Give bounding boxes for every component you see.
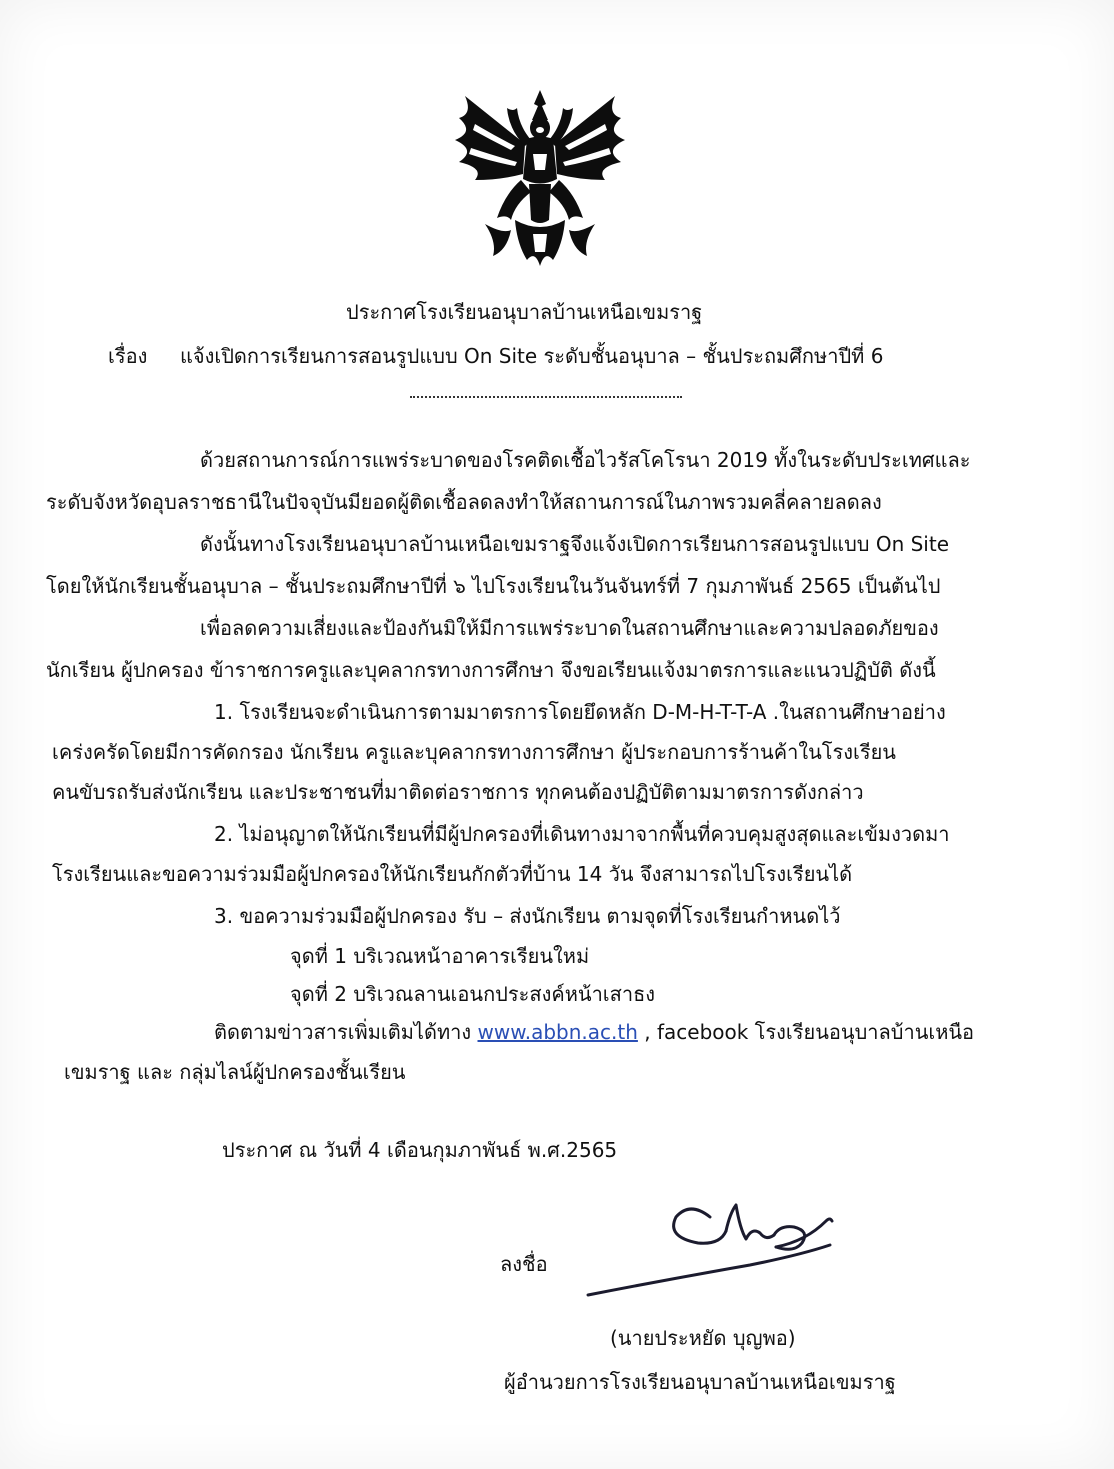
- paragraph-2-line-1: ดังนั้นทางโรงเรียนอนุบาลบ้านเหนือเขมราฐจึงแจ้งเปิดการเรียนการสอนรูปแบบ On Site: [200, 532, 950, 556]
- pickup-point-2: จุดที่ 2 บริเวณลานเอนกประสงค์หน้าเสาธง: [290, 982, 656, 1006]
- paragraph-3-line-1: เพื่อลดความเสี่ยงและป้องกันมิให้มีการแพร่ระบาดในสถานศึกษาและความปลอดภัยของ: [200, 616, 939, 640]
- paragraph-3-line-2: นักเรียน ผู้ปกครอง ข้าราชการครูและบุคลากรทางการศึกษา จึงขอเรียนแจ้งมาตรการและแนวปฏิบัติ ดังนี้: [46, 658, 936, 682]
- item-3-line-1: 3. ขอความร่วมมือผู้ปกครอง รับ – ส่งนักเรียน ตามจุดที่โรงเรียนกำหนดไว้: [214, 904, 841, 928]
- subject-text: แจ้งเปิดการเรียนการสอนรูปแบบ On Site ระดับชั้นอนุบาล – ชั้นประถมศึกษาปีที่ 6: [180, 344, 884, 368]
- signature-label: ลงชื่อ: [500, 1252, 548, 1276]
- paragraph-1-line-2: ระดับจังหวัดอุบลราชธานีในปัจจุบันมียอดผู้ติดเชื้อลดลงทำให้สถานการณ์ในภาพรวมคลี่คลายลดลง: [46, 490, 882, 514]
- follow-news-line-2: เขมราฐ และ กลุ่มไลน์ผู้ปกครองชั้นเรียน: [64, 1060, 406, 1084]
- school-website-link[interactable]: www.abbn.ac.th: [477, 1020, 638, 1044]
- pickup-point-1: จุดที่ 1 บริเวณหน้าอาคารเรียนใหม่: [290, 944, 590, 968]
- signature-icon: [580, 1195, 850, 1305]
- announcement-title: ประกาศโรงเรียนอนุบาลบ้านเหนือเขมราฐ: [346, 300, 703, 324]
- paragraph-1-line-1: ด้วยสถานการณ์การแพร่ระบาดของโรคติดเชื้อไวรัสโคโรนา 2019 ทั้งในระดับประเทศและ: [200, 448, 971, 472]
- signer-title: ผู้อำนวยการโรงเรียนอนุบาลบ้านเหนือเขมราฐ: [504, 1370, 896, 1394]
- item-1-line-2: เคร่งครัดโดยมีการคัดกรอง นักเรียน ครูและบุคลากรทางการศึกษา ผู้ประกอบการร้านค้าในโรงเรียน: [52, 740, 896, 764]
- separator-dotted-line: [410, 394, 682, 398]
- announcement-date: ประกาศ ณ วันที่ 4 เดือนกุมภาพันธ์ พ.ศ.2565: [222, 1138, 618, 1162]
- subject-label: เรื่อง: [108, 344, 148, 368]
- follow-news-line-1: [214, 1018, 974, 1046]
- follow-news-suffix: , facebook โรงเรียนอนุบาลบ้านเหนือ: [637, 1020, 975, 1044]
- item-1-line-1: 1. โรงเรียนจะดำเนินการตามมาตรการโดยยึดหลัก D-M-H-T-T-A .ในสถานศึกษาอย่าง: [214, 700, 946, 724]
- item-2-line-2: โรงเรียนและขอความร่วมมือผู้ปกครองให้นักเรียนกักตัวที่บ้าน 14 วัน จึงสามารถไปโรงเรียนได้: [52, 862, 853, 886]
- item-2-line-1: 2. ไม่อนุญาตให้นักเรียนที่มีผู้ปกครองที่เดินทางมาจากพื้นที่ควบคุมสูงสุดและเข้มงวดมา: [214, 822, 950, 846]
- paragraph-2-line-2: โดยให้นักเรียนชั้นอนุบาล – ชั้นประถมศึกษาปีที่ ๖ ไปโรงเรียนในวันจันทร์ที่ 7 กุมภาพันธ์ 2565 เป็นต้นไป: [46, 574, 941, 598]
- garuda-emblem-icon: [445, 84, 635, 269]
- item-1-line-3: คนขับรถรับส่งนักเรียน และประชาชนที่มาติดต่อราชการ ทุกคนต้องปฏิบัติตามมาตรการดังกล่าว: [52, 780, 864, 804]
- follow-news-prefix: ติดตามข่าวสารเพิ่มเติมได้ทาง: [214, 1020, 478, 1044]
- signer-name: (นายประหยัด บุญพอ): [610, 1326, 796, 1350]
